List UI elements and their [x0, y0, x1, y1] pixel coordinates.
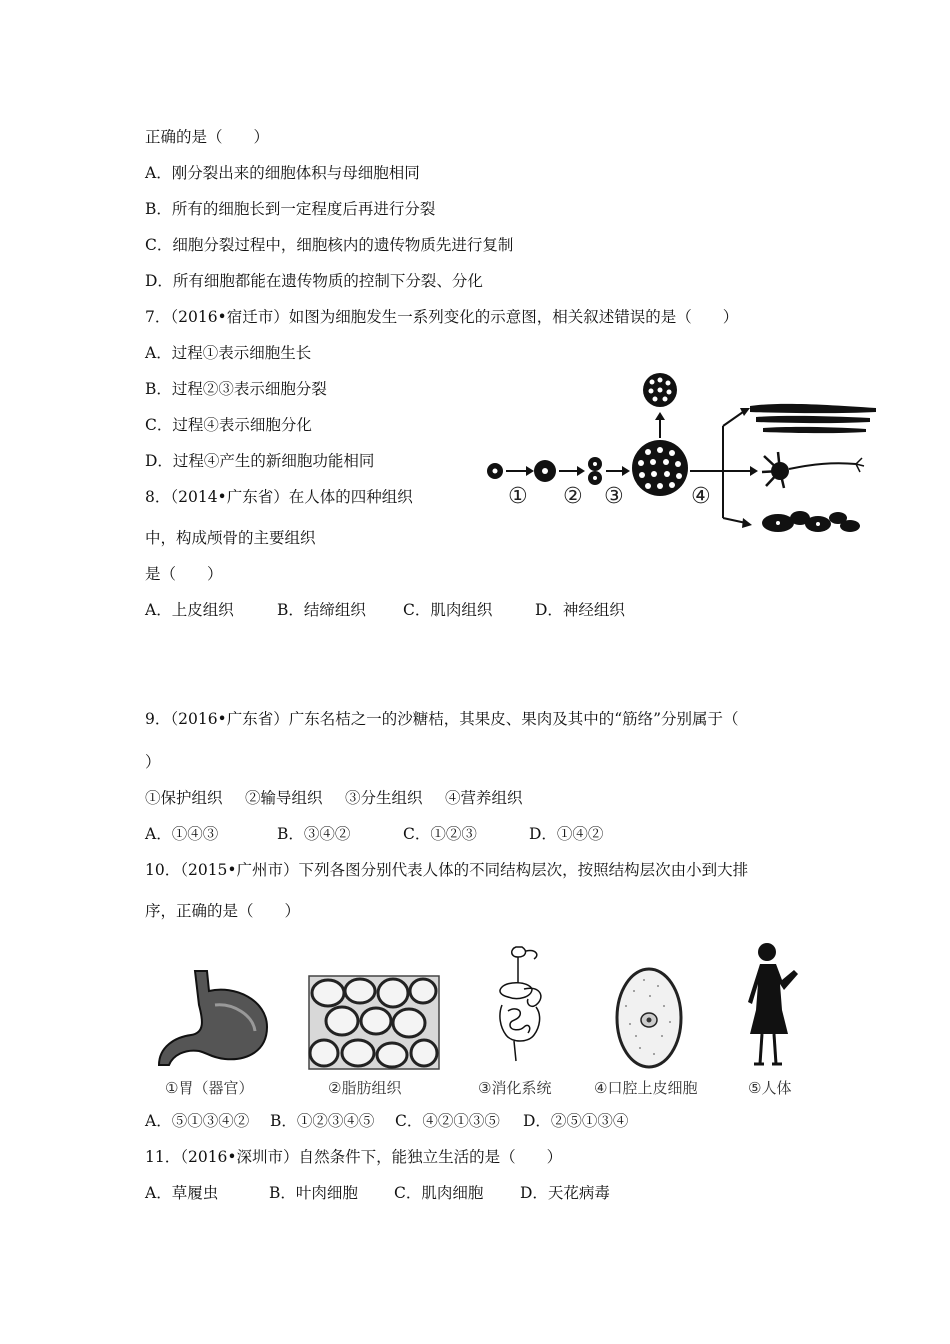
top-cell-cluster-icon [643, 373, 677, 407]
q9-option-a: A．①④③ [145, 825, 219, 843]
q10-option-c: C．④②①③⑤ [395, 1112, 500, 1130]
q11-option-a: A．草履虫 [145, 1184, 219, 1202]
q6-stem-tail: 正确的是（ ） [145, 128, 270, 146]
grown-cell-icon [534, 460, 556, 482]
q11-stem: 11．（2016•深圳市）自然条件下，能独立生活的是（ ） [145, 1148, 563, 1166]
q11-options [145, 1183, 610, 1203]
dividing-cells-icon [588, 457, 602, 485]
q7-option-d: D．过程④产生的新细胞功能相同 [145, 452, 375, 470]
q8-stem-line1: 8．（2014•广东省）在人体的四种组织 [145, 488, 413, 506]
q9-tissues [145, 788, 523, 808]
tissue-cells-icon [762, 511, 860, 532]
q9-tissue-3: ③分生组织 [345, 789, 423, 807]
figure-label-4: ④ [691, 484, 711, 509]
muscle-cells-icon [750, 404, 876, 433]
q8-option-b: B．结缔组织 [277, 601, 366, 619]
oral-epithelial-cell-figure [614, 966, 684, 1071]
q8-stem-line2: 中，构成颅骨的主要组织 [145, 529, 316, 547]
stomach-figure [155, 965, 275, 1073]
human-body-figure [742, 940, 804, 1070]
caption-digestive-system: ③消化系统 [478, 1079, 552, 1097]
q6-option-c: C．细胞分裂过程中，细胞核内的遗传物质先进行复制 [145, 236, 514, 254]
q7-stem: 7．（2016•宿迁市）如图为细胞发生一系列变化的示意图，相关叙述错误的是（ ） [145, 308, 739, 326]
q10-option-a: A．⑤①③④② [145, 1112, 250, 1130]
q9-tissue-1: ①保护组织 [145, 789, 223, 807]
q10-option-d: D．②⑤①③④ [523, 1112, 629, 1130]
cell-change-figure [478, 368, 880, 540]
q9-option-b: B．③④② [277, 825, 351, 843]
q6-option-d: D．所有细胞都能在遗传物质的控制下分裂、分化 [145, 272, 483, 290]
q8-stem-line3: 是（ ） [145, 565, 223, 583]
q8-option-d: D．神经组织 [535, 601, 625, 619]
q11-option-b: B．叶肉细胞 [269, 1184, 358, 1202]
q7-option-a: A．过程①表示细胞生长 [145, 344, 312, 362]
q9-stem-line1: 9．（2016•广东省）广东名桔之一的沙糖桔，其果皮、果肉及其中的“筋络”分别属于（ [145, 710, 739, 728]
q6-option-a: A．刚分裂出来的细胞体积与母细胞相同 [145, 164, 420, 182]
caption-oral-cell: ④口腔上皮细胞 [594, 1079, 698, 1097]
digestive-system-figure [488, 943, 558, 1068]
q10-options [145, 1111, 628, 1131]
q9-options [145, 824, 603, 844]
single-cell-icon [487, 463, 503, 479]
caption-human-body: ⑤人体 [748, 1079, 792, 1097]
q7-option-b: B．过程②③表示细胞分裂 [145, 380, 327, 398]
q7-option-c: C．过程④表示细胞分化 [145, 416, 312, 434]
figure-label-2: ② [563, 484, 583, 509]
cell-mass-icon [632, 440, 688, 496]
q10-option-b: B．①②③④⑤ [270, 1112, 375, 1130]
fat-tissue-figure [308, 975, 440, 1070]
q6-option-b: B．所有的细胞长到一定程度后再进行分裂 [145, 200, 436, 218]
q8-option-c: C．肌肉组织 [403, 601, 493, 619]
q10-stem-line1: 10．（2015•广州市）下列各图分别代表人体的不同结构层次，按照结构层次由小到大排 [145, 861, 749, 879]
q8-options [145, 600, 625, 620]
figure-label-3: ③ [604, 484, 624, 509]
caption-fat-tissue: ②脂肪组织 [328, 1079, 402, 1097]
neuron-icon [762, 452, 864, 488]
q9-option-c: C．①②③ [403, 825, 477, 843]
q10-stem-line2: 序，正确的是（ ） [145, 902, 301, 920]
q11-option-c: C．肌肉细胞 [394, 1184, 484, 1202]
q9-stem-line2: ） [145, 753, 161, 771]
q9-tissue-4: ④营养组织 [445, 789, 523, 807]
figure-label-1: ① [508, 484, 528, 509]
q9-option-d: D．①④② [529, 825, 604, 843]
q8-option-a: A．上皮组织 [145, 601, 234, 619]
q9-tissue-2: ②输导组织 [245, 789, 323, 807]
q11-option-d: D．天花病毒 [520, 1184, 610, 1202]
caption-stomach: ①胃（器官） [165, 1079, 254, 1097]
